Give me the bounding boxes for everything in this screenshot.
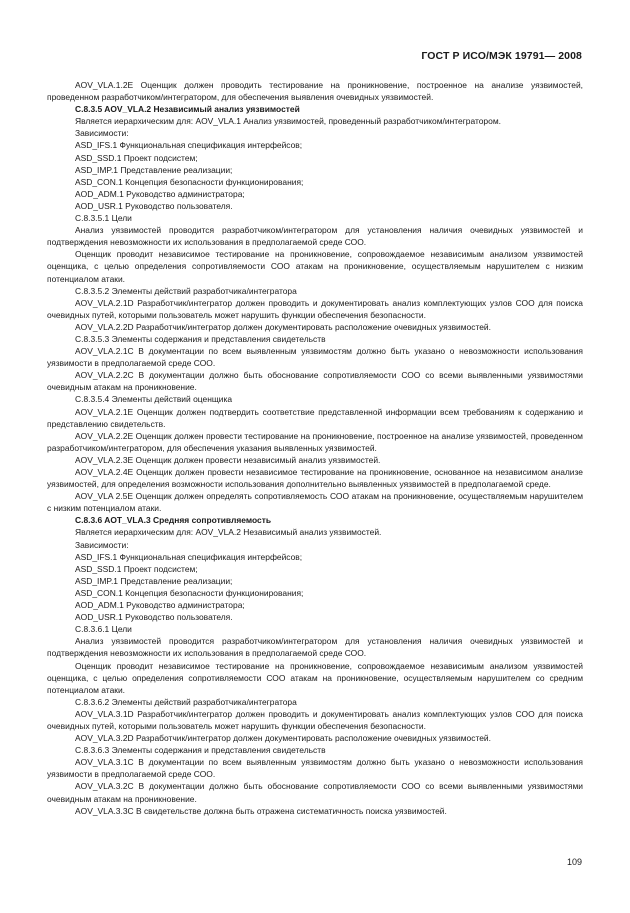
paragraph: AOV_VLA.3.1C В документации по всем выявленным уязвимостям должно быть указано о невозможности использования уязвимости в предполагаемой среде СОО. [47, 757, 583, 780]
paragraph: C.8.3.5.1 Цели [75, 213, 132, 224]
paragraph: AOV_VLA 2.5E Оценщик должен определять сопротивляемость СОО атакам на проникновение, осуществляемым нарушителем с низким потенциалом атаки. [47, 491, 583, 514]
document-header: ГОСТ Р ИСО/МЭК 19791— 2008 [421, 50, 582, 62]
paragraph: AOV_VLA.2.1C В документации по всем выявленным уязвимостям должно быть указано о невозможности использования уязвимости в предполагаемой среде СОО. [47, 346, 583, 369]
paragraph: C.8.3.5.3 Элементы содержания и представления свидетельств [75, 333, 326, 344]
paragraph: Анализ уязвимостей проводится разработчиком/интегратором для установления наличия очевидных уязвимостей и подтверждения невозможности их использования в предполагаемой среде СОО. [47, 225, 583, 248]
paragraph: AOV_VLA.2.3E Оценщик должен провести независимый анализ уязвимостей. [75, 454, 381, 465]
paragraph: Оценщик проводит независимое тестирование на проникновение, сопровождаемое независимым анализом уязвимостей оценщика, с целью определения сопротивляемости СОО атакам на проникновение, осуществляемым нарушителем с низким потенциалом атаки. [47, 249, 583, 284]
paragraph: C.8.3.5.4 Элементы действий оценщика [75, 394, 233, 405]
paragraph: AOD_USR.1 Руководство пользователя. [75, 200, 233, 211]
paragraph: AOV_VLA.2.2E Оценщик должен провести тестирование на проникновение, построенное на анализе уязвимостей, проведенном разработчиком/интегратором, для обеспечения указания выявленных уязвимостей. [47, 430, 583, 453]
document-body [47, 79, 583, 817]
paragraph: AOV_VLA.3.3C В свидетельстве должна быть отражена систематичность поиска уязвимостей. [75, 805, 447, 816]
paragraph: ASD_CON.1 Концепция безопасности функционирования; [75, 587, 304, 598]
paragraph: Является иерархическим для: AOV_VLA.2 Независимый анализ уязвимостей. [75, 527, 382, 538]
paragraph: AOV_VLA.3.1D Разработчик/интегратор должен проводить и документировать анализ комплектующих узлов СОО для поиска очевидных путей, которыми пользователь может нарушить функции обеспечения безопасности. [47, 708, 583, 731]
paragraph: ASD_IFS.1 Функциональная спецификация интерфейсов; [75, 551, 303, 562]
paragraph: AOV_VLA.3.2D Разработчик/интегратор должен документировать расположение очевидных уязвимостей. [75, 733, 491, 744]
paragraph: ASD_SSD.1 Проект подсистем; [75, 563, 198, 574]
paragraph: C.8.3.6.3 Элементы содержания и представления свидетельств [75, 745, 326, 756]
paragraph: Зависимости: [75, 128, 129, 139]
paragraph: AOV_VLA.2.1D Разработчик/интегратор должен проводить и документировать анализ комплектующих узлов СОО для поиска очевидных путей, которыми пользователь может нарушить функции обеспечения безопасности. [47, 297, 583, 320]
paragraph: C.8.3.5.2 Элементы действий разработчика/интегратора [75, 285, 297, 296]
paragraph: AOV_VLA.3.2C В документации должно быть обоснование сопротивляемости СОО со всеми выявленными уязвимостями очевидным атакам на проникновение. [47, 781, 583, 804]
paragraph: Оценщик проводит независимое тестирование на проникновение, сопровождаемое независимым анализом уязвимостей оценщика, с целью определения сопротивляемости СОО атакам на проникновение, осуществляемым нарушителем со средним потенциалом атаки. [47, 660, 583, 695]
paragraph: AOV_VLA.2.2D Разработчик/интегратор должен документировать расположение очевидных уязвимостей. [75, 321, 491, 332]
paragraph: ASD_IMP.1 Представление реализации; [75, 164, 233, 175]
paragraph: ASD_IFS.1 Функциональная спецификация интерфейсов; [75, 140, 303, 151]
section-heading: C.8.3.6 AOT_VLA.3 Средняя сопротивляемость [75, 515, 272, 526]
paragraph: ASD_CON.1 Концепция безопасности функционирования; [75, 176, 304, 187]
paragraph: C.8.3.6.2 Элементы действий разработчика/интегратора [75, 696, 297, 707]
paragraph: AOV_VLA.1.2E Оценщик должен проводить тестирование на проникновение, построенное на анализе уязвимостей, проведенном разработчиком/интегратором, для обеспечения выявления очевидных уязвимостей. [47, 80, 583, 103]
paragraph: ASD_IMP.1 Представление реализации; [75, 575, 233, 586]
paragraph: C.8.3.6.1 Цели [75, 624, 132, 635]
paragraph: AOD_ADM.1 Руководство администратора; [75, 600, 245, 611]
paragraph: AOV_VLA.2.2C В документации должно быть обоснование сопротивляемости СОО со всеми выявленными уязвимостями очевидным атакам на проникновение. [47, 370, 583, 393]
paragraph: AOD_USR.1 Руководство пользователя. [75, 612, 233, 623]
paragraph: ASD_SSD.1 Проект подсистем; [75, 152, 198, 163]
paragraph: Анализ уязвимостей проводится разработчиком/интегратором для установления наличия очевидных уязвимостей и подтверждения невозможности их использования в предполагаемой среде СОО. [47, 636, 583, 659]
paragraph: AOD_ADM.1 Руководство администратора; [75, 188, 245, 199]
paragraph: AOV_VLA.2.4E Оценщик должен провести независимое тестирование на проникновение, основанное на независимом анализе уязвимостей, для определения возможности использования дополнительно выявленных уязвимостей в предполагаемой среде. [47, 467, 583, 490]
page-number: 109 [566, 857, 582, 867]
section-heading: C.8.3.5 AOV_VLA.2 Независимый анализ уязвимостей [75, 104, 300, 115]
paragraph: Зависимости: [75, 539, 129, 550]
paragraph: AOV_VLA.2.1E Оценщик должен подтвердить соответствие представленной информации всем требованиям к содержанию и представлению свидетельств. [47, 406, 583, 429]
paragraph: Является иерархическим для: AOV_VLA.1 Анализ уязвимостей, проведенный разработчиком/интегратором. [75, 116, 501, 127]
